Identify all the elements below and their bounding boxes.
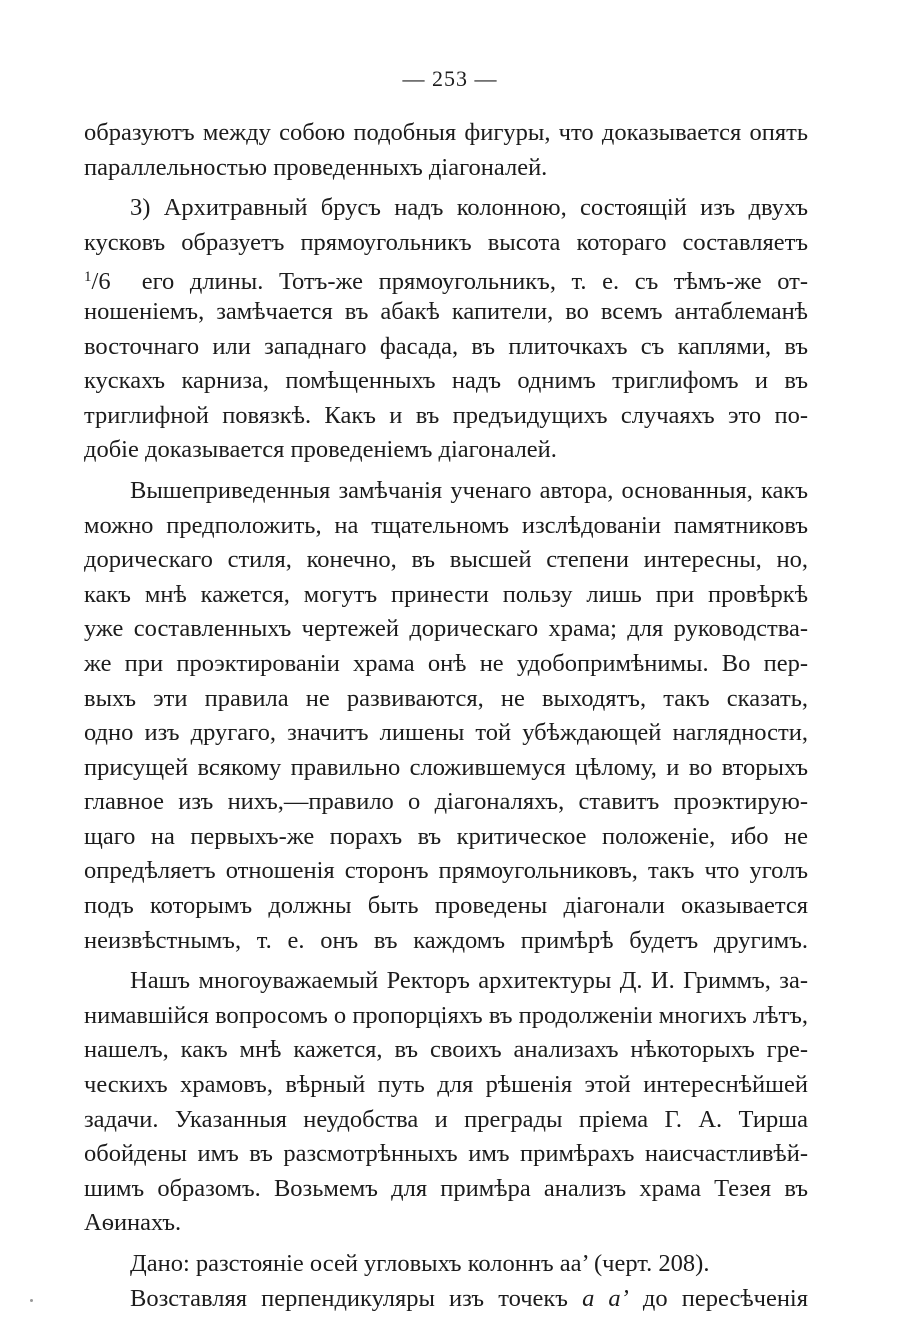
text-line: $^1$/6 его длины. Тотъ-же прямоугольникъ, т. е. съ тѣмъ-же от- (84, 268, 808, 296)
text-line: шимъ образомъ. Возьмемъ для примѣра анализъ храма Тезея въ (84, 1174, 808, 1202)
text-line: кусковъ образуетъ прямоугольникъ высота котораго составляетъ (84, 228, 808, 256)
text-line: добіе доказывается проведеніемъ діагоналей. (84, 436, 557, 464)
text-line: Вышеприведенныя замѣчанія ученаго автора, основанныя, какъ (130, 476, 808, 504)
text-line: обойдены имъ въ разсмотрѣнныхъ имъ примѣрахъ наисчастливѣй- (84, 1140, 808, 1168)
text-line: подъ которымъ должны быть проведены діагонали оказывается (84, 892, 808, 920)
text-line: опредѣляетъ отношенія сторонъ прямоугольниковъ, такъ что уголъ (84, 857, 808, 885)
text-line: нимавшійся вопросомъ о пропорціяхъ въ продолженіи многихъ лѣтъ, (84, 1001, 808, 1029)
text-line: параллельностью проведенныхъ діагоналей. (84, 153, 548, 181)
text-line: выхъ эти правила не развиваются, не выходятъ, такъ сказать, (84, 684, 808, 712)
body-text (84, 116, 808, 1316)
page-speck (30, 1299, 33, 1302)
text-line: Аѳинахъ. (84, 1209, 182, 1237)
text-line: уже составленныхъ чертежей дорическаго храма; для руководства- (84, 615, 808, 643)
text-line: образуютъ между собою подобныя фигуры, что доказывается опять (84, 119, 808, 146)
text-line: какъ мнѣ кажется, могутъ принести пользу лишь при провѣркѣ (84, 580, 808, 608)
text-line: дорическаго стиля, конечно, въ высшей степени интересны, но, (84, 546, 808, 574)
text-line: восточнаго или западнаго фасада, въ плиточкахъ съ каплями, въ (84, 332, 808, 360)
text-line: щаго на первыхъ-же порахъ въ критическое положеніе, ибо не (84, 822, 808, 850)
text-line: триглифной повязкѣ. Какъ и въ предъидущихъ случаяхъ это по- (84, 401, 808, 429)
text-line: же при проэктированіи храма онѣ не удобопримѣнимы. Во пер- (84, 649, 808, 677)
fraction-one-sixth: $^1$/6 (84, 268, 111, 296)
text-line: Нашъ многоуважаемый Ректоръ архитектуры Д. И. Гриммъ, за- (130, 967, 808, 995)
text-line: главное изъ нихъ,—правило о діагоналяхъ, ставитъ проэктирую- (84, 788, 808, 816)
page-number: — 253 — (402, 66, 498, 91)
text-line: задачи. Указанныя неудобства и преграды пріема Г. А. Тирша (84, 1105, 808, 1133)
text-line: ношеніемъ, замѣчается въ абакѣ капители, во всемъ антаблеманѣ (84, 297, 808, 325)
text-line: 3) Архитравный брусъ надъ колонною, состоящій изъ двухъ (130, 194, 808, 222)
text-line: Дано: разстояніе осей угловыхъ колоннъ аа’ (черт. 208). (130, 1250, 710, 1277)
text-line: неизвѣстнымъ, т. е. онъ въ каждомъ примѣрѣ будетъ другимъ. (84, 926, 808, 954)
italic-points: a a’ (582, 1284, 629, 1312)
text-line: Возставляя перпендикуляры изъ точекъ a a’ до пересѣченія (130, 1284, 809, 1312)
text-line: можно предположить, на тщательномъ изслѣдованіи памятниковъ (84, 511, 808, 539)
text-line: одно изъ другаго, значитъ лишены той убѣждающей наглядности, (84, 719, 808, 747)
text-line: ческихъ храмовъ, вѣрный путь для рѣшенія этой интереснѣйшей (84, 1071, 808, 1099)
text-line: кускахъ карниза, помѣщенныхъ надъ однимъ триглифомъ и въ (84, 367, 808, 395)
text-line: присущей всякому правильно сложившемуся цѣлому, и во вторыхъ (84, 753, 808, 781)
text-line: нашелъ, какъ мнѣ кажется, въ своихъ анализахъ нѣкоторыхъ гре- (84, 1036, 808, 1064)
